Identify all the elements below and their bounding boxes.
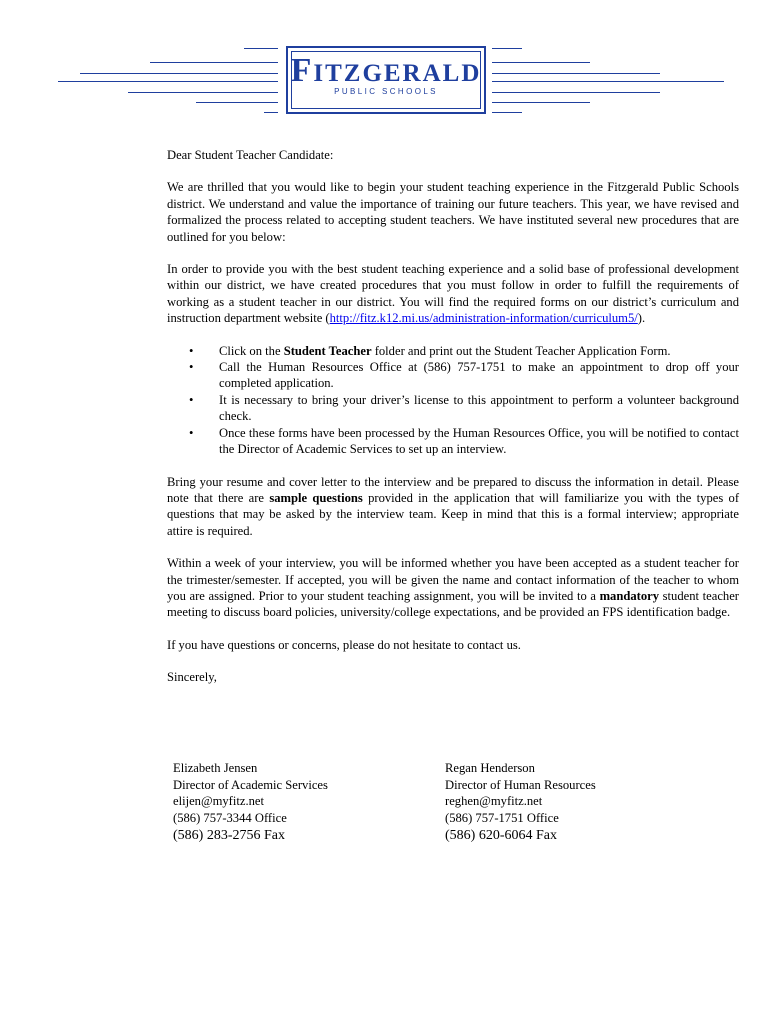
signatory-email: reghen@myfitz.net xyxy=(445,794,543,809)
signatory-fax: (586) 283-2756 Fax xyxy=(173,827,285,843)
signature-block-hr xyxy=(445,760,596,845)
logo-name: ITZGERALD xyxy=(313,60,482,87)
paragraph-procedures xyxy=(167,261,739,327)
bullet-icon: • xyxy=(189,425,194,440)
district-logo xyxy=(286,46,486,114)
curriculum-website-link[interactable]: http://fitz.k12.mi.us/administration-information/curriculum5/ xyxy=(329,311,638,326)
logo-initial: F xyxy=(290,52,314,89)
signatory-email: elijen@myfitz.net xyxy=(173,794,264,809)
list-item: • Call the Human Resources Office at (586) 757-1751 to make an appointment to drop off your completed application. xyxy=(189,360,739,391)
salutation: Dear Student Teacher Candidate: xyxy=(167,148,334,162)
signatory-fax: (586) 620-6064 Fax xyxy=(445,827,557,843)
procedures-end: ). xyxy=(637,311,646,326)
list-item: • Click on the Student Teacher folder and print out the Student Teacher Application Form. xyxy=(189,343,671,358)
logo-subtitle: PUBLIC SCHOOLS xyxy=(334,87,438,96)
bullet-icon: • xyxy=(189,392,194,407)
signatory-office-phone: (586) 757-3344 Office xyxy=(173,811,287,826)
signature-block-academic xyxy=(173,760,328,845)
bullet-icon: • xyxy=(189,343,194,358)
mandatory-emphasis: mandatory xyxy=(599,588,660,603)
signatory-title: Director of Academic Services xyxy=(173,777,328,792)
sample-questions: sample questions xyxy=(269,490,363,505)
signatory-name: Elizabeth Jensen xyxy=(173,761,258,775)
signatory-title: Director of Human Resources xyxy=(445,777,596,792)
list-item: • It is necessary to bring your driver’s license to this appointment to perform a volunteer background check. xyxy=(189,392,739,424)
paragraph-acceptance: Within a week of your interview, you will be informed whether you have been accepted as a student teacher for the trimester/semester. If accepted, you will be given the name and contact information of the teacher to whom you are assigned. Prior to your student teaching assignment, you will be invited to a mandatory student teacher meeting to discuss board policies, university/college expectations, and be provided an FPS identification badge. xyxy=(167,556,739,620)
procedure-list xyxy=(167,343,739,458)
signatory-name: Regan Henderson xyxy=(445,761,535,775)
signatory-office-phone: (586) 757-1751 Office xyxy=(445,811,559,826)
paragraph-interview: Bring your resume and cover letter to the interview and be prepared to discuss the information in detail. Please note that there are sample questions provided in the application that will familiarize you with the types of questions that may be asked by the interview team. Keep in mind that this is a formal interview; appropriate attire is required. xyxy=(167,474,740,538)
list-item: • Once these forms have been processed by the Human Resources Office, you will be notified to contact the Director of Academic Services to set up an interview. xyxy=(189,425,739,457)
bullet-icon: • xyxy=(189,360,194,375)
paragraph-contact: If you have questions or concerns, please do not hesitate to contact us. xyxy=(167,637,521,652)
closing: Sincerely, xyxy=(167,670,217,685)
paragraph-intro: We are thrilled that you would like to begin your student teaching experience in the Fitzgerald Public Schools district. We understand and value the importance of training our future teachers. This year, we have revised and formalized the process related to accepting student teachers. We have instituted several new procedures that are outlined for you below: xyxy=(167,180,739,244)
procedures-text: In order to provide you with the best student teaching experience and a solid base of professional development within our district, we have created procedures that you must follow in order to fulfill the requirements of working as a student teacher in our district. You will find the required forms on our district’s curriculum and instruction department website ( xyxy=(167,262,739,326)
letter-body xyxy=(167,147,739,702)
logo-title xyxy=(286,52,486,89)
student-teacher-folder: Student Teacher xyxy=(283,343,372,358)
